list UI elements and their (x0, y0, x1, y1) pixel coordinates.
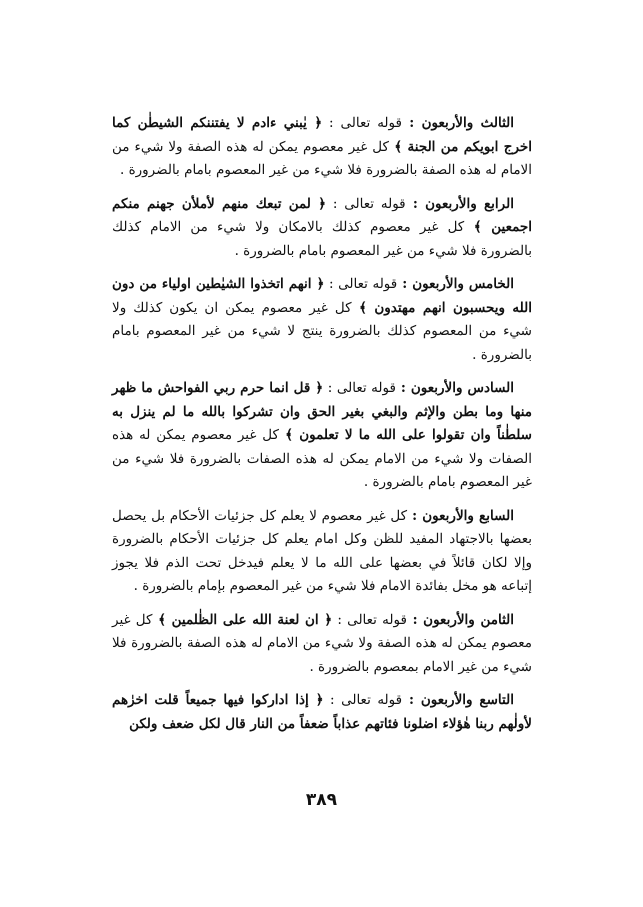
paragraph-body: كل غير معصوم كذلك بالامكان ولا شيء من الامام كذلك بالضرورة فلا شيء من غير المعصوم بامام بالضرورة . (112, 219, 532, 259)
paragraph-intro: قوله تعالى : (326, 195, 406, 212)
paragraph-49 (112, 689, 532, 736)
quran-close-bracket: ﴾ (351, 299, 375, 316)
paragraph-body: كل غير معصوم يمكن له هذه الصفة ولا شيء من الامام له هذه الصفة بالضرورة فلا شيء من غير المعصوم بامام بالضرورة . (112, 138, 532, 178)
paragraph-43 (112, 112, 532, 183)
paragraph-body: كل غير معصوم لا يعلم كل جزئيات الأحكام بل يحصل بعضها بالاجتهاد المفيد للظن وكل امام يعلم كل جزئيات الأحكام بالضرورة وإلا لكان قائلاً في بعضها على الله ما لا يعلم فيدخل تحت الذم فلا يجوز إتباعه هو مخل بفائدة الامام فلا شيء من غير المعصوم بإمام بالضرورة . (112, 507, 532, 594)
paragraph-45 (112, 273, 532, 367)
paragraph-body: كل غير معصوم يمكن له هذه الصفة ولا شيء من الامام له هذه الصفة بالضرورة فلا شيء من غير الامام بمعصوم بالضرورة . (112, 611, 532, 675)
paragraph-intro: قوله تعالى : (323, 380, 396, 396)
paragraph-heading: السادس والأربعون : (395, 380, 514, 396)
quran-verse: قل انما حرم ربي الفواحش ما ظهر منها وما بطن والإثم والبغي بغير الحق وان تشركوا بالله ما لم ينزل به سلطٰناً وان تقولوا على الله ما لا تعلمون (112, 380, 532, 443)
paragraph-intro: قوله تعالى : (323, 692, 403, 708)
quran-verse: إذا اداركوا فيها جميعاً قلت اخرٰهم لأولٰهم ربنا هٰؤلاء اضلونا فئاتهم عذاباً ضعفاً من النار قال لكل ضعف ولكن (112, 692, 532, 732)
paragraph-heading: الرابع والأربعون : (405, 195, 514, 212)
paragraph-heading: الخامس والأربعون : (397, 276, 514, 292)
paragraph-heading: الثامن والأربعون : (406, 611, 515, 628)
quran-close-bracket: ﴾ (388, 138, 408, 155)
quran-open-bracket: ﴿ (318, 611, 333, 628)
paragraph-46 (112, 377, 532, 495)
paragraph-intro: قوله تعالى : (322, 115, 402, 131)
quran-open-bracket: ﴿ (310, 380, 324, 396)
paragraph-body: كل غير معصوم يمكن ان يكون كذلك ولا شيء من المعصوم كذلك بالضرورة ينتج لا شيء من غير المعصوم بامام بالضرورة . (112, 299, 532, 363)
page-text (112, 112, 532, 746)
paragraph-heading: التاسع والأربعون : (402, 692, 514, 708)
quran-verse: انهم اتخذوا الشيٰطين اولياء من دون الله ويحسبون انهم مهتدون (112, 276, 532, 316)
paragraph-heading: السابع والأربعون : (407, 507, 514, 524)
quran-close-bracket: ﴾ (152, 611, 172, 628)
paragraph-intro: قوله تعالى : (324, 276, 398, 292)
quran-verse: لمن تبعك منهم لأملأن جهنم منكم اجمعين (112, 195, 532, 235)
quran-close-bracket: ﴾ (464, 219, 492, 235)
paragraph-intro: قوله تعالى : (332, 611, 407, 628)
paragraph-heading: الثالث والأربعون : (401, 115, 515, 131)
quran-open-bracket: ﴿ (306, 115, 323, 131)
quran-open-bracket: ﴿ (308, 692, 324, 708)
page-number: ٣٨٩ (305, 790, 338, 810)
quran-verse: ان لعنة الله على الظٰلمين (171, 611, 319, 628)
quran-verse: يٰبني ءادم لا يفتننكم الشيطٰن كما اخرج ابويكم من الجنة (112, 115, 532, 155)
quran-open-bracket: ﴿ (311, 276, 325, 292)
paragraph-48 (112, 609, 532, 680)
paragraph-44 (112, 193, 532, 264)
paragraph-47 (112, 505, 532, 599)
quran-close-bracket: ﴾ (278, 427, 300, 443)
quran-open-bracket: ﴿ (310, 195, 327, 212)
paragraph-body: كل غير معصوم يمكن له هذه الصفات ولا شيء من الامام يمكن له هذه الصفات بالضرورة فلا شيء من غير المعصوم بامام بالضرورة . (112, 427, 532, 490)
